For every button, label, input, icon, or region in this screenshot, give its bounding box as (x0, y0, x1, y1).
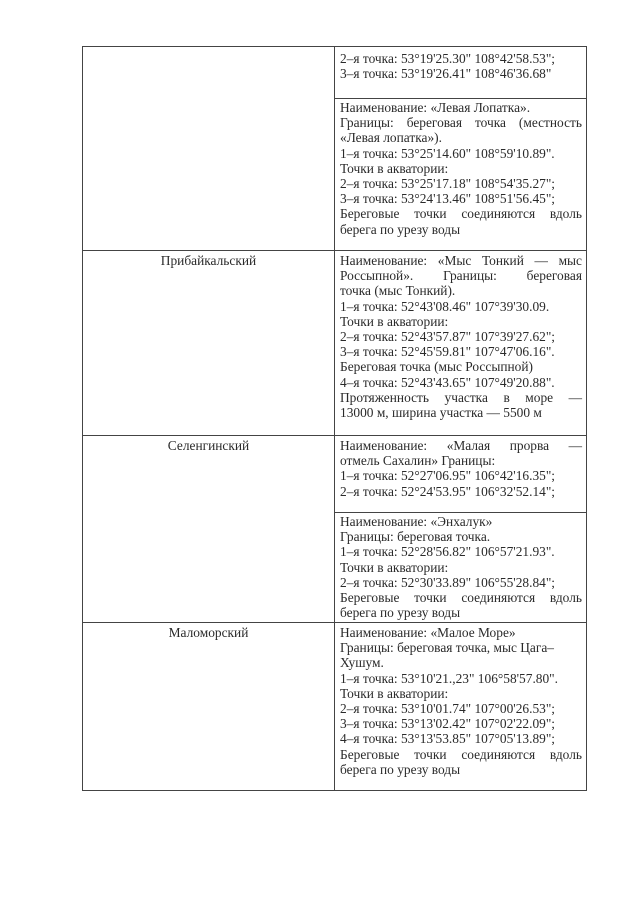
description-line: Наименование: «Энхалук» (340, 514, 493, 529)
description-line: Россыпной». Границы: береговая (340, 268, 582, 284)
description-line: Наименование: «Малое Море» (340, 625, 516, 640)
row-divider (82, 622, 587, 623)
description-line: Точки в акватории: (340, 160, 449, 176)
description-line: 1–я точка: 52°27'06.95" 106°42'16.35"; (340, 468, 556, 484)
row-divider (82, 435, 587, 436)
description-line: 2–я точка: 52°43'57.87" 107°39'27.62"; (340, 329, 556, 345)
description-line: Наименование: «Левая Лопатка». (340, 100, 531, 115)
area-description (340, 253, 582, 420)
description-line: берега по урезу воды (340, 761, 461, 777)
table-border-left (82, 46, 83, 791)
description-line: Береговые точки соединяются вдоль (340, 206, 582, 222)
description-line: 3–я точка: 53°19'26.41" 108°46'36.68" (340, 66, 552, 82)
row-divider (334, 512, 587, 513)
district-label: Прибайкальский (160, 253, 257, 268)
description-line: 1–я точка: 52°28'56.82" 106°57'21.93". (340, 544, 555, 560)
description-line: Наименование: «Малая прорва — (340, 438, 582, 453)
description-line: 4–я точка: 53°13'53.85" 107°05'13.89"; (340, 731, 556, 747)
description-line: Наименование: «Мыс Тонкий — мыс (340, 253, 582, 268)
area-description (340, 514, 582, 620)
description-line: «Левая лопатка»). (340, 130, 442, 146)
description-line: Протяженность участка в море — (340, 389, 582, 405)
description-line: 2–я точка: 52°24'53.95" 106°32'52.14"; (340, 483, 556, 499)
row-divider (334, 98, 587, 99)
description-line: 3–я точка: 53°13'02.42" 107°02'22.09"; (340, 716, 556, 732)
row-divider (82, 250, 587, 251)
description-line: отмель Сахалин» Границы: (340, 453, 496, 469)
description-line: Точки в акватории: (340, 313, 449, 329)
description-line: 1–я точка: 53°25'14.60" 108°59'10.89". (340, 145, 555, 161)
description-line: берега по урезу воды (340, 605, 461, 621)
area-description (340, 51, 582, 81)
description-line: точка (мыс Тонкий). (340, 283, 456, 299)
description-line: Береговые точки соединяются вдоль (340, 746, 582, 762)
district-label: Маломорский (168, 625, 249, 640)
area-description (340, 625, 582, 777)
description-line: Береговые точки соединяются вдоль (340, 590, 582, 606)
district-label: Селенгинский (167, 438, 250, 453)
description-line: Точки в акватории: (340, 685, 449, 701)
table-column-divider (334, 46, 335, 791)
description-line: 3–я точка: 52°45'59.81" 107°47'06.16". (340, 344, 555, 360)
description-line: Точки в акватории: (340, 559, 449, 575)
area-description (340, 438, 582, 499)
description-line: Границы: береговая точка. (340, 529, 491, 545)
description-line: 2–я точка: 53°10'01.74" 107°00'26.53"; (340, 701, 556, 717)
description-line: Береговая точка (мыс Россыпной) (340, 359, 533, 375)
description-line: 4–я точка: 52°43'43.65" 107°49'20.88". (340, 374, 555, 390)
table-border-bottom (82, 790, 587, 791)
description-line: Границы: береговая точка (местность (340, 115, 582, 131)
description-line: Хушум. (340, 655, 384, 671)
description-line: берега по урезу воды (340, 221, 461, 237)
description-line: 1–я точка: 53°10'21.,23" 106°58'57.80". (340, 670, 558, 686)
description-line: 3–я точка: 53°24'13.46" 108°51'56.45"; (340, 191, 556, 207)
table-border-right (586, 46, 587, 791)
table-border-top (82, 46, 587, 47)
description-line: Границы: береговая точка, мыс Цага– (340, 640, 554, 656)
description-line: 13000 м, ширина участка — 5500 м (340, 405, 542, 421)
area-description (340, 100, 582, 237)
description-line: 1–я точка: 52°43'08.46" 107°39'30.09. (340, 298, 550, 314)
description-line: 2–я точка: 52°30'33.89" 106°55'28.84"; (340, 574, 556, 590)
description-line: 2–я точка: 53°25'17.18" 108°54'35.27"; (340, 176, 556, 192)
description-line: 2–я точка: 53°19'25.30" 108°42'58.53"; (340, 51, 556, 66)
